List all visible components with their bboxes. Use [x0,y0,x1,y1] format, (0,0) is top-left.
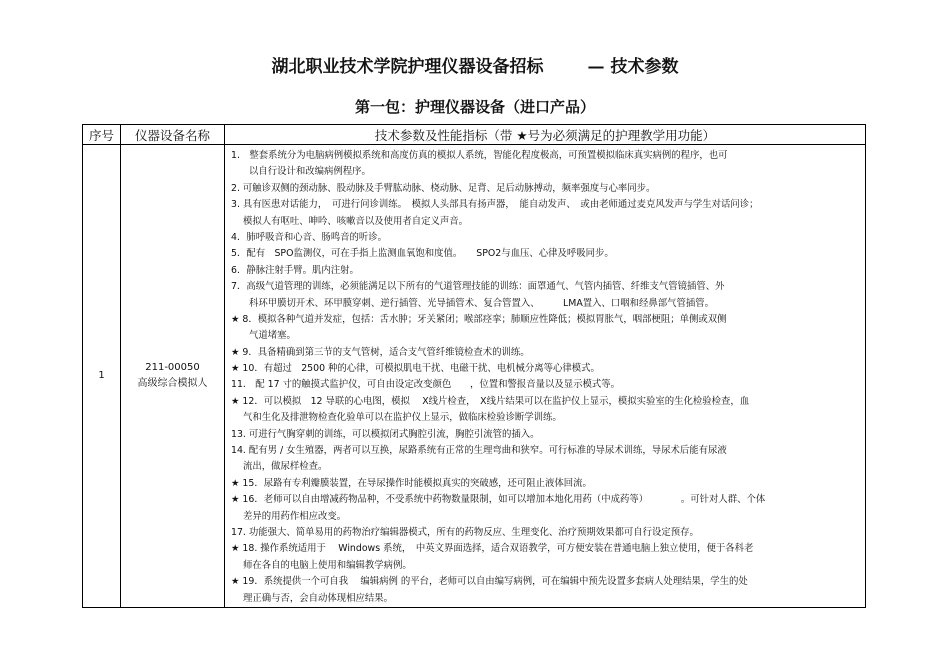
spec-line: ★ 12．可以模拟 12 导联的心电图，模拟 X线片检查， X线片结果可以在监护仪上显示，模拟实验室的生化检验检查，血 [231,395,750,407]
header-no: 序号 [83,125,121,145]
spec-line: ★ 16．老师可以自由增减药物品种，不受系统中药物数量限制，如可以增加本地化用药（中成药等） 。可针对人群、个体 [231,494,766,506]
spec-line: ★ 8．模拟各种气道并发症，包括：舌水肿；牙关紧闭；喉部痉挛；肺顺应性降低；模拟胃胀气，咽部梗阻；单侧或双侧 [231,313,727,325]
spec-list [225,145,865,607]
row-number: 1 [83,145,121,608]
spec-line: 11. 配 17 寸的触摸式监护仪，可自由设定改变颜色 ，位置和警报音量以及显示模式等。 [231,379,621,391]
title-suffix: — 技术参数 [587,57,679,77]
spec-line: ★ 15．尿路有专利瓣膜装置，在导尿操作时能模拟真实的突破感，还可阻止液体回流。 [231,477,592,489]
spec-line: 气道堵塞。 [249,330,296,342]
spec-line: 气和生化及排泄物检查化验单可以在监护仪上显示，做临床检验诊断学训练。 [243,412,562,424]
spec-line: 4．肺呼吸音和心音、肠鸣音的听诊。 [231,231,387,243]
spec-line: 17. 功能强大、简单易用的药物治疗编辑器模式，所有的药物反应、生理变化、治疗预期效果都可自行设定预存。 [231,526,699,538]
spec-line: 7．高级气道管理的训练，必须能满足以下所有的气道管理技能的训练：面罩通气、气管内插管、纤维支气管镜插管、外 [231,281,725,293]
spec-table [82,124,866,608]
spec-line: 以自行设计和改编病例程序。 [249,166,371,178]
spec-line: ★ 18. 操作系统适用于 Windows 系统， 中英文界面选择，适合双语教学，可方便安装在普通电脑上独立使用，便于各科老 [231,543,754,555]
table-header-row [83,125,866,145]
spec-line: 5．配有 SPO监测仪，可在手指上监测血氧饱和度值。 SPO2与血压、心律及呼吸同步。 [231,248,614,260]
package-subtitle: 第一包：护理仪器设备（进口产品） [354,98,595,116]
spec-line: 1. 整套系统分为电脑病例模拟系统和高度仿真的模拟人系统，智能化程度极高，可预置模拟临床真实病例的程序，也可 [231,150,728,161]
spec-line: 3. 具有医患对话能力， 可进行问诊训练。 模拟人头部具有扬声器， 能自动发声、 或由老师通过麦克风发声与学生对话问诊； [231,199,759,211]
table-row [83,145,866,608]
spec-line: 13. 可进行气胸穿刺的训练，可以模拟闭式胸腔引流，胸腔引流管的插入。 [231,428,540,440]
spec-line: 理正确与否，会自动体现相应结果。 [243,592,394,604]
spec-line: ★ 10．有超过 2500 种的心律，可模拟肌电干扰、电磁干扰、电机械分离等心律模式。 [231,363,600,375]
header-name: 仪器设备名称 [121,125,225,145]
spec-line: ★ 19．系统提供一个可自我 编辑病例 的平台，老师可以自由编写病例，可在编辑中预先设置多套病人处理结果，学生的处 [231,576,748,588]
spec-line: 师在各自的电脑上使用和编辑教学病例。 [243,559,412,571]
spec-line: 14. 配有男 / 女生殖器，两者可以互换，尿路系统有正常的生理弯曲和狭窄。可行标准的导尿术训练，导尿术后能有尿液 [231,445,727,457]
equipment-cell [121,145,225,608]
spec-line: 科环甲膜切开术、环甲膜穿刺、逆行插管、光导插管术、复合管置入、 LMA置入、口咽和经鼻部气管插管。 [249,297,715,309]
spec-line: 差异的用药作相应改变。 [243,510,347,522]
spec-line: 2. 可触诊双侧的颈动脉、股动脉及手臂肱动脉、桡动脉、足背、足后动脉搏动，频率强度与心率同步。 [231,182,656,194]
spec-line: ★ 9．具备精确到第三节的支气管树，适合支气管纤维镜检查术的训练。 [231,346,530,358]
equipment-model: 211-00050 [145,361,200,373]
spec-line: 6．静脉注射手臂。肌内注射。 [231,264,359,276]
spec-line: 流出，做尿样检查。 [243,461,328,473]
document-title [0,52,950,77]
spec-line: 模拟人有呕吐、呻吟、咳嗽音以及使用者自定义声音。 [243,215,469,227]
spec-cell [225,145,866,608]
title-main: 湖北职业技术学院护理仪器设备招标 [271,57,544,77]
header-spec: 技术参数及性能指标（带 ★号为必须满足的护理教学用功能） [225,125,866,145]
equipment-name: 高级综合模拟人 [137,377,208,389]
